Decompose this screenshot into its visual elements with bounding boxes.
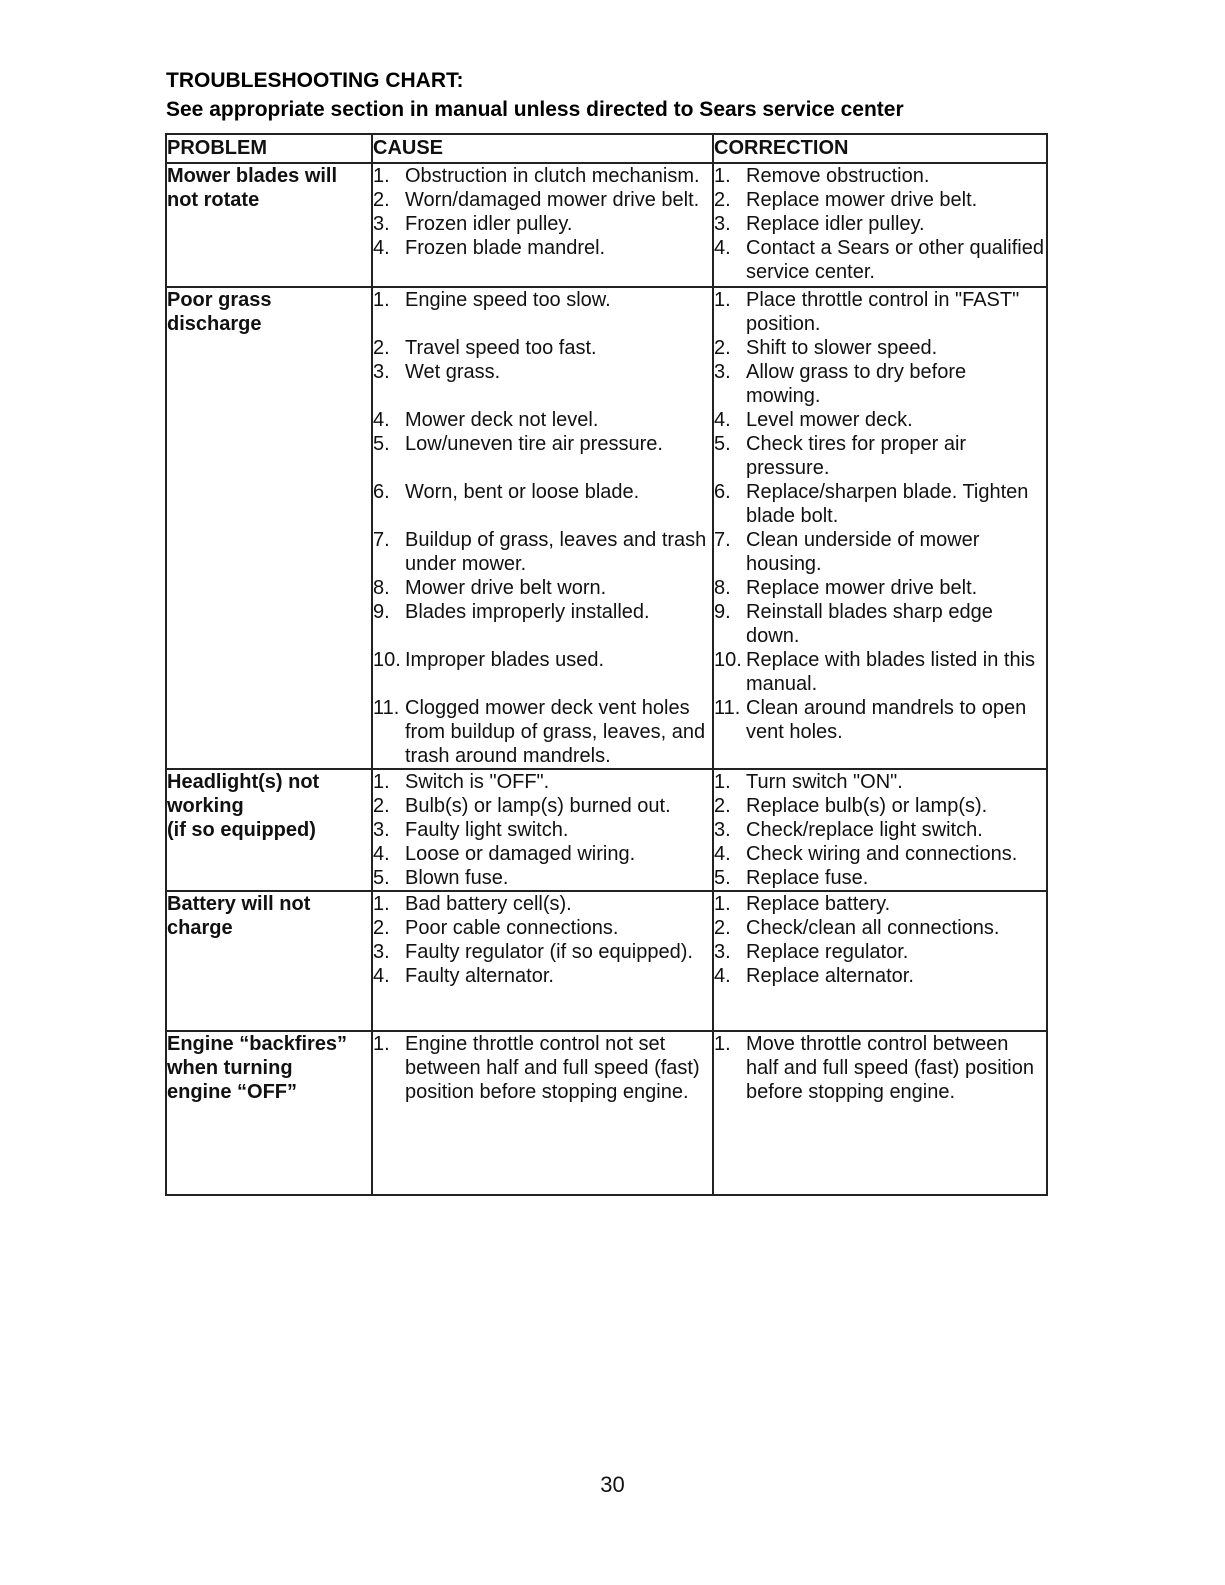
cause-item — [373, 288, 712, 336]
problem-text: working — [167, 795, 244, 817]
item-number: 7. — [714, 529, 731, 551]
header-row — [166, 134, 1047, 163]
problem-text: when turning — [167, 1057, 293, 1079]
cause-item — [373, 964, 712, 988]
problem-text: Mower blades will — [167, 165, 338, 187]
item-number: 8. — [373, 577, 390, 599]
correction-cell — [713, 287, 1047, 769]
correction-cell — [713, 163, 1047, 287]
item-text: Level mower deck. — [746, 409, 913, 431]
table-row — [166, 1031, 1047, 1195]
item-number: 7. — [373, 529, 390, 551]
item-text: Poor cable connections. — [405, 917, 619, 939]
item-number: 4. — [714, 965, 731, 987]
cause-cell — [372, 1031, 713, 1195]
table-row — [166, 163, 1047, 287]
correction-item — [714, 360, 1046, 408]
item-text: Replace with blades listed in this manual. — [746, 649, 1036, 695]
table-row — [166, 891, 1047, 1031]
item-number: 3. — [373, 361, 390, 383]
item-text: Check wiring and connections. — [746, 843, 1018, 865]
item-number: 1. — [373, 1033, 390, 1055]
item-text: Replace mower drive belt. — [746, 577, 978, 599]
item-text: Mower deck not level. — [405, 409, 599, 431]
correction-item — [714, 480, 1046, 528]
item-number: 1. — [373, 893, 390, 915]
item-text: Allow grass to dry before mowing. — [746, 361, 967, 407]
item-number: 8. — [714, 577, 731, 599]
item-text: Move throttle control between half and full speed (fast) position before stopping engine. — [746, 1033, 1034, 1103]
problem-cell — [166, 287, 372, 769]
item-text: Replace bulb(s) or lamp(s). — [746, 795, 988, 817]
item-number: 6. — [373, 481, 390, 503]
correction-item — [714, 336, 1046, 360]
item-text: Turn switch "ON". — [746, 771, 903, 793]
correction-item — [714, 794, 1046, 818]
item-number: 1. — [373, 165, 390, 187]
item-number: 2. — [714, 917, 731, 939]
item-number: 1. — [373, 771, 390, 793]
problem-cell — [166, 163, 372, 287]
correction-item — [714, 236, 1046, 284]
item-text: Frozen idler pulley. — [405, 213, 573, 235]
chart-subtitle: See appropriate section in manual unless directed to Sears service center — [166, 98, 904, 121]
correction-item — [714, 866, 1046, 890]
item-text: Replace/sharpen blade. Tighten blade bolt. — [746, 481, 1029, 527]
correction-item — [714, 842, 1046, 866]
cause-cell — [372, 891, 713, 1031]
item-number: 3. — [714, 819, 731, 841]
problem-text: Engine “backfires” — [167, 1033, 348, 1055]
item-number: 2. — [714, 189, 731, 211]
problem-cell — [166, 891, 372, 1031]
correction-cell — [713, 891, 1047, 1031]
item-text: Switch is "OFF". — [405, 771, 550, 793]
item-text: Buildup of grass, leaves and trash under mower. — [405, 529, 707, 575]
cause-item — [373, 648, 712, 696]
table-row — [166, 769, 1047, 891]
item-text: Shift to slower speed. — [746, 337, 938, 359]
item-number: 4. — [714, 237, 731, 259]
item-number: 6. — [714, 481, 731, 503]
item-number: 11. — [373, 697, 400, 719]
item-number: 9. — [714, 601, 731, 623]
problem-cell — [166, 769, 372, 891]
item-text: Reinstall blades sharp edge down. — [746, 601, 993, 647]
cause-item — [373, 164, 712, 188]
item-number: 1. — [714, 1033, 731, 1055]
troubleshooting-table — [165, 133, 1048, 1196]
item-number: 3. — [714, 941, 731, 963]
item-number: 2. — [714, 795, 731, 817]
correction-item — [714, 576, 1046, 600]
correction-item — [714, 1032, 1046, 1104]
item-number: 1. — [714, 289, 731, 311]
item-text: Loose or damaged wiring. — [405, 843, 636, 865]
item-number: 4. — [373, 237, 390, 259]
problem-text: engine “OFF” — [167, 1081, 297, 1103]
correction-item — [714, 916, 1046, 940]
cause-cell — [372, 769, 713, 891]
header-correction: CORRECTION — [713, 134, 1047, 163]
item-number: 1. — [714, 165, 731, 187]
cause-item — [373, 866, 712, 890]
correction-item — [714, 212, 1046, 236]
item-number: 2. — [714, 337, 731, 359]
correction-item — [714, 696, 1046, 768]
problem-text: (if so equipped) — [167, 819, 316, 841]
item-number: 3. — [373, 819, 390, 841]
problem-text: charge — [167, 917, 233, 939]
item-number: 2. — [373, 337, 390, 359]
correction-item — [714, 964, 1046, 988]
correction-item — [714, 188, 1046, 212]
page-number: 30 — [600, 1472, 625, 1497]
item-text: Wet grass. — [405, 361, 501, 383]
item-number: 4. — [373, 409, 390, 431]
item-text: Improper blades used. — [405, 649, 605, 671]
cause-item — [373, 236, 712, 284]
cause-item — [373, 528, 712, 576]
item-text: Worn/damaged mower drive belt. — [405, 189, 700, 211]
cause-item — [373, 1032, 712, 1104]
item-text: Clean underside of mower housing. — [746, 529, 980, 575]
item-number: 1. — [714, 771, 731, 793]
cause-item — [373, 188, 712, 212]
cause-item — [373, 842, 712, 866]
problem-text: Headlight(s) not — [167, 771, 320, 793]
item-number: 4. — [714, 409, 731, 431]
item-text: Faulty light switch. — [405, 819, 569, 841]
problem-text: discharge — [167, 313, 262, 335]
cause-item — [373, 336, 712, 360]
correction-item — [714, 408, 1046, 432]
correction-item — [714, 648, 1046, 696]
item-number: 9. — [373, 601, 390, 623]
item-text: Engine throttle control not set between half and full speed (fast) position before stopping engine. — [405, 1033, 700, 1103]
item-number: 4. — [714, 843, 731, 865]
cause-item — [373, 360, 712, 408]
item-text: Replace regulator. — [746, 941, 909, 963]
item-text: Frozen blade mandrel. — [405, 237, 606, 259]
item-number: 1. — [373, 289, 390, 311]
item-text: Contact a Sears or other qualified service center. — [746, 237, 1044, 283]
item-number: 5. — [373, 867, 390, 889]
item-number: 2. — [373, 917, 390, 939]
cause-item — [373, 892, 712, 916]
item-number: 2. — [373, 795, 390, 817]
table-row — [166, 287, 1047, 769]
item-number: 10. — [373, 649, 401, 671]
item-text: Replace battery. — [746, 893, 891, 915]
item-text: Travel speed too fast. — [405, 337, 597, 359]
cause-item — [373, 696, 712, 768]
item-text: Check/clean all connections. — [746, 917, 1000, 939]
correction-item — [714, 600, 1046, 648]
problem-text: Poor grass — [167, 289, 272, 311]
problem-cell — [166, 1031, 372, 1195]
item-number: 10. — [714, 649, 742, 671]
item-number: 11. — [714, 697, 741, 719]
cause-item — [373, 576, 712, 600]
item-text: Faulty alternator. — [405, 965, 554, 987]
problem-text: Battery will not — [167, 893, 311, 915]
cause-item — [373, 916, 712, 940]
item-text: Replace idler pulley. — [746, 213, 925, 235]
cause-cell — [372, 287, 713, 769]
correction-item — [714, 432, 1046, 480]
correction-item — [714, 818, 1046, 842]
item-text: Check tires for proper air pressure. — [746, 433, 967, 479]
cause-item — [373, 408, 712, 432]
correction-item — [714, 770, 1046, 794]
item-text: Bulb(s) or lamp(s) burned out. — [405, 795, 671, 817]
item-text: Faulty regulator (if so equipped). — [405, 941, 693, 963]
item-text: Clean around mandrels to open vent holes. — [746, 697, 1027, 743]
item-number: 2. — [373, 189, 390, 211]
cause-item — [373, 794, 712, 818]
cause-item — [373, 818, 712, 842]
item-number: 5. — [373, 433, 390, 455]
item-text: Replace mower drive belt. — [746, 189, 978, 211]
chart-title: TROUBLESHOOTING CHART: — [166, 69, 464, 92]
correction-cell — [713, 1031, 1047, 1195]
cause-item — [373, 770, 712, 794]
item-number: 3. — [373, 213, 390, 235]
cause-item — [373, 940, 712, 964]
item-text: Check/replace light switch. — [746, 819, 983, 841]
item-number: 5. — [714, 433, 731, 455]
cause-item — [373, 600, 712, 648]
item-text: Obstruction in clutch mechanism. — [405, 165, 700, 187]
correction-cell — [713, 769, 1047, 891]
item-text: Replace alternator. — [746, 965, 914, 987]
correction-item — [714, 164, 1046, 188]
item-text: Low/uneven tire air pressure. — [405, 433, 663, 455]
cause-cell — [372, 163, 713, 287]
item-text: Bad battery cell(s). — [405, 893, 572, 915]
item-text: Place throttle control in "FAST" position. — [746, 289, 1020, 335]
item-text: Blades improperly installed. — [405, 601, 650, 623]
item-text: Clogged mower deck vent holes from buildup of grass, leaves, and trash around mandrels. — [405, 697, 706, 767]
item-text: Replace fuse. — [746, 867, 869, 889]
header-cause: CAUSE — [372, 134, 713, 163]
correction-item — [714, 892, 1046, 916]
correction-item — [714, 940, 1046, 964]
item-text: Remove obstruction. — [746, 165, 930, 187]
item-number: 1. — [714, 893, 731, 915]
item-number: 4. — [373, 843, 390, 865]
cause-item — [373, 432, 712, 480]
item-text: Blown fuse. — [405, 867, 509, 889]
item-number: 3. — [714, 361, 731, 383]
item-text: Worn, bent or loose blade. — [405, 481, 640, 503]
item-text: Mower drive belt worn. — [405, 577, 607, 599]
item-number: 3. — [373, 941, 390, 963]
header-problem: PROBLEM — [166, 134, 372, 163]
item-number: 4. — [373, 965, 390, 987]
item-number: 3. — [714, 213, 731, 235]
correction-item — [714, 528, 1046, 576]
cause-item — [373, 212, 712, 236]
item-number: 5. — [714, 867, 731, 889]
cause-item — [373, 480, 712, 528]
item-text: Engine speed too slow. — [405, 289, 611, 311]
problem-text: not rotate — [167, 189, 260, 211]
correction-item — [714, 288, 1046, 336]
